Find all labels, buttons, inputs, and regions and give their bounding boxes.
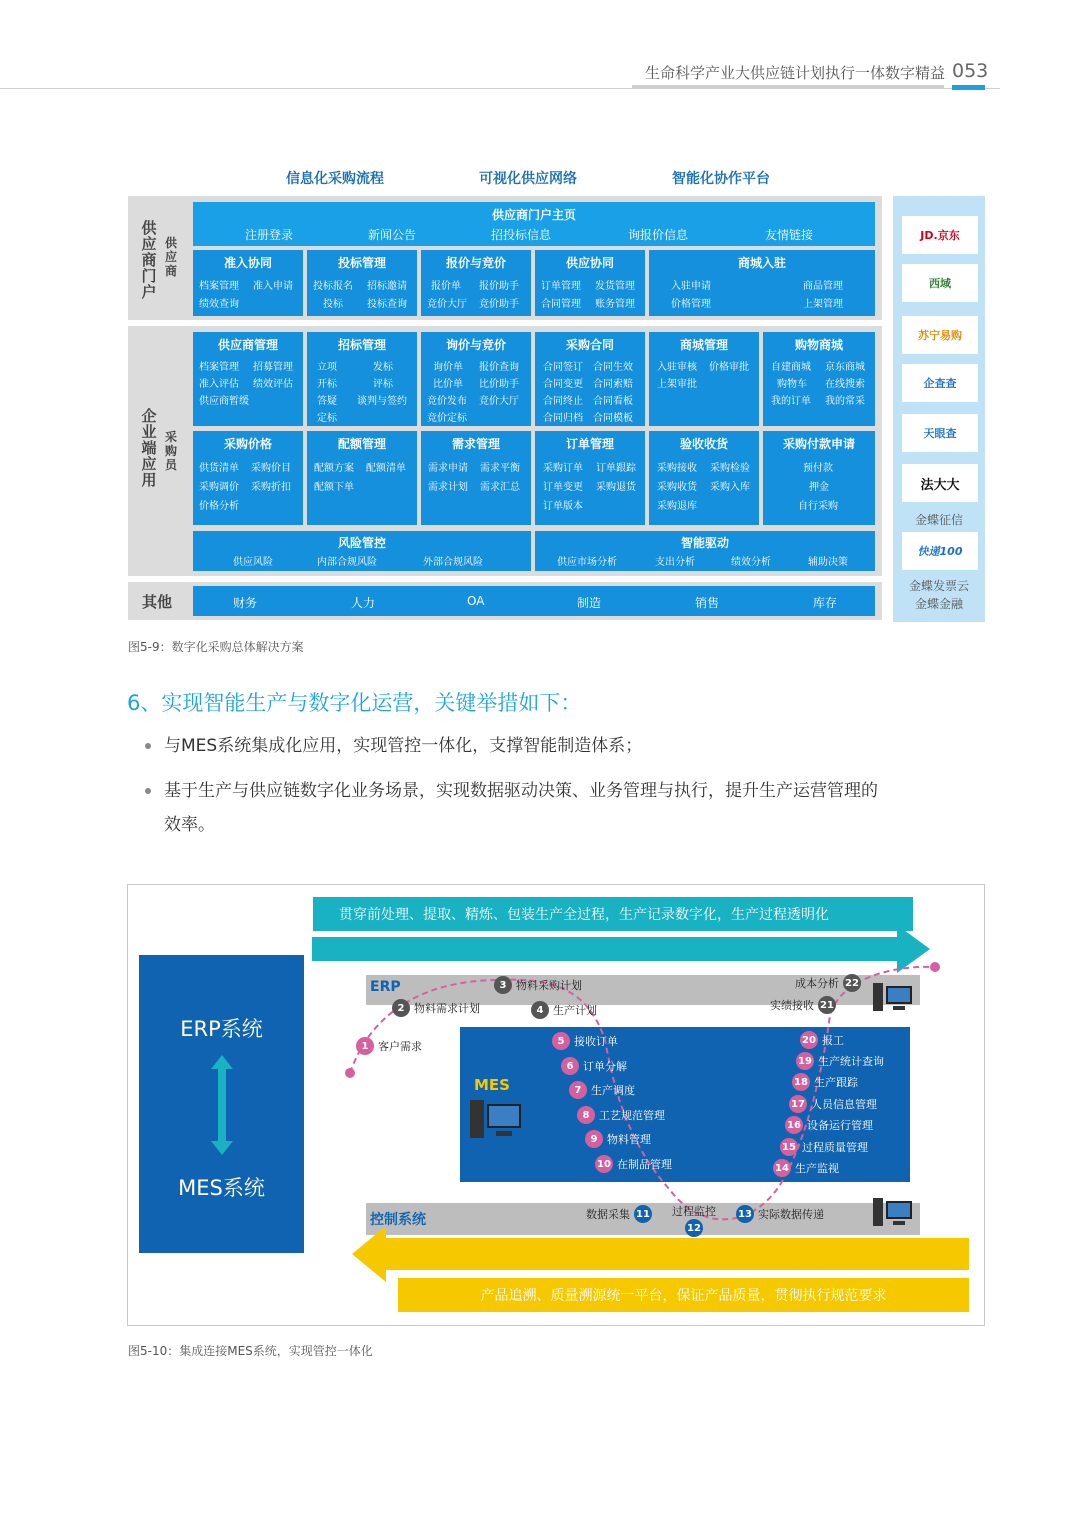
- step-label: 数据采集: [586, 1208, 630, 1221]
- box-item: 档案管理: [199, 362, 239, 373]
- box-item: 需求平衡: [480, 463, 520, 474]
- box-item: 内部合规风险: [317, 557, 377, 568]
- step-number: 9: [585, 1130, 603, 1148]
- flow-step-20: [800, 1031, 844, 1049]
- box-item: 准入申请: [253, 281, 293, 292]
- box-item: 报价查询: [479, 362, 519, 373]
- erp-system-label: ERP系统: [180, 1017, 263, 1041]
- step-label: 报工: [822, 1034, 844, 1047]
- flow-step-11: [586, 1205, 652, 1223]
- box-item: 入驻申请: [671, 281, 711, 292]
- box-title: 采购付款申请: [782, 437, 855, 451]
- step-number: 15: [780, 1138, 798, 1156]
- box-title: 招标管理: [337, 338, 386, 352]
- box-item: 采购入库: [710, 482, 750, 493]
- step-number: 10: [595, 1155, 613, 1173]
- page-number: 053: [952, 60, 989, 82]
- step-number: 5: [552, 1032, 570, 1050]
- banner-item-links[interactable]: 友情链接: [765, 228, 814, 242]
- flow-step-16: [785, 1116, 873, 1134]
- box-item: 合同看板: [593, 396, 633, 407]
- box-title: 验收收货: [679, 437, 728, 451]
- box-mall-management[interactable]: [649, 332, 759, 426]
- other-item-hr[interactable]: 人力: [351, 596, 376, 610]
- bullet-dot: [145, 743, 151, 749]
- box-title: 供应协同: [565, 256, 614, 270]
- box-item: 上架管理: [803, 299, 843, 310]
- section-heading: 6、实现智能生产与数字化运营，关键举措如下：: [127, 691, 582, 715]
- box-title: 投标管理: [337, 256, 386, 270]
- box-item: 竞价定标: [427, 413, 467, 424]
- other-label: 其他: [142, 593, 173, 611]
- box-item: 订单变更: [543, 482, 583, 493]
- step-number: 14: [773, 1159, 791, 1177]
- box-item: 自行采购: [798, 501, 838, 512]
- box-item: 我的订单: [771, 396, 811, 407]
- box-item: 发标: [373, 362, 393, 373]
- box-item: 比价助手: [479, 379, 519, 390]
- box-item: 合同索赔: [593, 379, 633, 390]
- kingdee-credit-text: 金蝶征信: [914, 513, 963, 527]
- step-label: 成本分析: [795, 977, 839, 990]
- box-item: 绩效分析: [731, 557, 771, 568]
- box-item: 配额清单: [366, 463, 406, 474]
- step-label: 订单分解: [583, 1060, 627, 1073]
- box-item: 竞价大厅: [427, 299, 467, 310]
- box-item: 配额下单: [314, 482, 354, 493]
- box-item: 订单跟踪: [596, 463, 636, 474]
- step-number: 16: [785, 1116, 803, 1134]
- bullet-data-driven-cont: 效率。: [164, 815, 215, 835]
- kuaidi100-logo[interactable]: 快递100: [902, 532, 978, 570]
- step-number: 7: [569, 1081, 587, 1099]
- step-number: 4: [531, 1001, 549, 1019]
- left-arrow-icon: [352, 1226, 970, 1282]
- box-title: 风险管控: [337, 536, 386, 550]
- mes-system-label: MES系统: [178, 1176, 265, 1200]
- step-number: 1: [356, 1037, 374, 1055]
- kingdee-finance-text: 金蝶金融: [914, 597, 963, 611]
- box-item: 供货清单: [199, 463, 239, 474]
- control-system-label: 控制系统: [370, 1212, 426, 1228]
- box-receiving[interactable]: [649, 431, 759, 525]
- fadada-logo[interactable]: 法大大: [902, 464, 978, 502]
- box-item: 竞价发布: [427, 396, 467, 407]
- box-item: 供应市场分析: [557, 557, 617, 568]
- box-item: 外部合规风险: [423, 557, 483, 568]
- header-title-underline: [632, 85, 944, 89]
- box-demand-management[interactable]: [421, 431, 531, 525]
- other-item-finance[interactable]: 财务: [233, 596, 258, 610]
- flow-step-1: [356, 1037, 422, 1055]
- box-title: 采购合同: [565, 338, 614, 352]
- banner-item-inquiry-info[interactable]: 询报价信息: [628, 228, 689, 242]
- erp-band-label: ERP: [370, 979, 401, 995]
- flow-step-17: [789, 1095, 877, 1113]
- step-number: 8: [577, 1106, 595, 1124]
- xiyu-logo[interactable]: 西域: [902, 264, 978, 302]
- erp-mes-panel: [139, 955, 304, 1253]
- step-number: 2: [392, 999, 410, 1017]
- box-title: 需求管理: [451, 437, 500, 451]
- box-item: 招募管理: [253, 362, 293, 373]
- box-item: 商品管理: [803, 281, 843, 292]
- heading-info-procurement: 信息化采购流程: [286, 171, 384, 187]
- box-item: 竞价大厅: [479, 396, 519, 407]
- box-supply-collab[interactable]: [535, 250, 645, 316]
- box-item: 报价单: [431, 281, 461, 292]
- step-number: 17: [789, 1095, 807, 1113]
- box-item: 采购收货: [657, 482, 697, 493]
- purchaser-sub-label: 采购员: [164, 430, 177, 472]
- box-bid-management[interactable]: [307, 250, 417, 316]
- step-number: 12: [685, 1219, 703, 1237]
- mes-band-label: MES: [474, 1076, 510, 1094]
- box-item: 报价助手: [479, 281, 519, 292]
- step-number: 19: [796, 1052, 814, 1070]
- step-number: 21: [818, 996, 836, 1014]
- figure-5-10-caption: 图5-10：集成连接MES系统，实现管控一体化: [128, 1344, 373, 1358]
- step-number: 18: [792, 1073, 810, 1091]
- box-title: 询价与竞价: [445, 338, 506, 352]
- box-item: 招标邀请: [367, 281, 407, 292]
- box-item: 价格审批: [709, 362, 749, 373]
- box-item: 上架审批: [657, 379, 697, 390]
- box-item: 投标: [323, 299, 343, 310]
- box-supplier-management[interactable]: [193, 332, 303, 426]
- top-process-banner: 贯穿前处理、提取、精炼、包装生产全过程，生产记录数字化，生产过程透明化: [313, 897, 913, 931]
- box-title: 商城入驻: [737, 256, 786, 270]
- box-item: 采购订单: [543, 463, 583, 474]
- box-purchase-contract[interactable]: [535, 332, 645, 426]
- step-label: 生产跟踪: [814, 1076, 858, 1089]
- step-label: 物料需求计划: [414, 1002, 480, 1015]
- step-number: 11: [634, 1205, 652, 1223]
- step-label: 过程监控: [672, 1205, 716, 1218]
- box-risk-control[interactable]: [193, 531, 531, 571]
- supplier-portal-home-title: 供应商门户主页: [491, 208, 576, 222]
- box-mall-onboarding[interactable]: [649, 250, 875, 316]
- bidirectional-arrow-icon: [211, 1055, 233, 1155]
- box-item: 谈判与签约: [357, 396, 407, 407]
- box-title: 智能驱动: [680, 536, 729, 550]
- box-item: 合同模板: [593, 413, 633, 424]
- box-item: 绩效评估: [253, 379, 293, 390]
- banner-item-bidding-info[interactable]: 招投标信息: [491, 228, 552, 242]
- box-title: 商城管理: [679, 338, 728, 352]
- box-item: 价格分析: [199, 501, 239, 512]
- box-item: 合同变更: [543, 379, 583, 390]
- box-purchase-price[interactable]: [193, 431, 303, 525]
- bullet-mes-integration: 与MES系统集成化应用，实现管控一体化，支撑智能制造体系；: [164, 736, 643, 756]
- box-title: 供应商管理: [217, 338, 278, 352]
- step-label: 生产计划: [553, 1004, 597, 1017]
- box-item: 采购价目: [251, 463, 291, 474]
- jd-logo[interactable]: JD.京东: [902, 216, 978, 254]
- box-item: 供应商暂缓: [199, 396, 249, 407]
- box-item: 采购接收: [657, 463, 697, 474]
- step-number: 22: [843, 974, 861, 992]
- flow-step-21: [770, 996, 836, 1014]
- box-title: 配额管理: [337, 437, 386, 451]
- box-item: 需求申请: [428, 463, 468, 474]
- box-item: 支出分析: [655, 557, 695, 568]
- box-item: 准入评估: [199, 379, 239, 390]
- box-title: 订单管理: [565, 437, 614, 451]
- box-item: 供应风险: [233, 557, 273, 568]
- box-item: 合同签订: [543, 362, 583, 373]
- flow-step-6: [561, 1057, 627, 1075]
- box-item: 发货管理: [595, 281, 635, 292]
- box-item: 配额方案: [314, 463, 354, 474]
- step-label: 物料管理: [607, 1133, 651, 1146]
- flow-step-15: [780, 1138, 868, 1156]
- box-item: 辅助决策: [808, 557, 848, 568]
- box-item: 评标: [373, 379, 393, 390]
- box-item: 购物车: [777, 379, 807, 390]
- box-item: 绩效查询: [199, 299, 239, 310]
- step-label: 在制品管理: [617, 1158, 672, 1171]
- step-label: 实际数据传递: [758, 1208, 824, 1221]
- flow-step-7: [569, 1081, 635, 1099]
- kingdee-invoice-text: 金蝶发票云: [908, 579, 969, 593]
- supplier-portal-banner[interactable]: [193, 202, 875, 246]
- bullet-data-driven: 基于生产与供应链数字化业务场景，实现数据驱动决策、业务管理与执行，提升生产运营管理的: [164, 781, 878, 801]
- step-label: 生产监视: [795, 1162, 839, 1175]
- box-item: 合同归档: [543, 413, 583, 424]
- box-item: 京东商城: [825, 362, 865, 373]
- step-number: 20: [800, 1031, 818, 1049]
- step-number: 3: [494, 976, 512, 994]
- box-quota-management[interactable]: [307, 431, 417, 525]
- flow-step-9: [585, 1130, 651, 1148]
- box-item: 订单版本: [543, 501, 583, 512]
- bottom-process-banner: 产品追溯、质量溯源统一平台，保证产品质量，贯彻执行规范要求: [398, 1278, 969, 1312]
- flow-step-3: [494, 976, 582, 994]
- box-item: 采购退货: [596, 482, 636, 493]
- other-item-inventory[interactable]: 库存: [813, 596, 838, 610]
- box-item: 采购调价: [199, 482, 239, 493]
- box-payment-request[interactable]: [763, 431, 875, 525]
- box-item: 投标报名: [313, 281, 353, 292]
- box-item: 定标: [317, 413, 337, 424]
- box-item: 合同生效: [593, 362, 633, 373]
- box-order-management[interactable]: [535, 431, 645, 525]
- step-label: 实绩接收: [770, 999, 814, 1012]
- box-item: 采购退库: [657, 501, 697, 512]
- figure-5-9-caption: 图5-9：数字化采购总体解决方案: [128, 640, 304, 654]
- step-label: 生产统计查询: [818, 1055, 884, 1068]
- other-item-oa[interactable]: OA: [467, 594, 485, 608]
- step-label: 工艺规范管理: [599, 1109, 665, 1122]
- box-item: 账务管理: [595, 299, 635, 310]
- flow-step-10: [595, 1155, 672, 1173]
- box-item: 答疑: [317, 396, 337, 407]
- banner-item-register[interactable]: 注册登录: [245, 228, 294, 242]
- other-systems-bar: [193, 586, 875, 616]
- step-label: 过程质量管理: [802, 1141, 868, 1154]
- box-item: 投标查询: [367, 299, 407, 310]
- qichacha-logo[interactable]: 企查查: [902, 364, 978, 402]
- flow-step-2: [392, 999, 480, 1017]
- box-quote-auction[interactable]: [421, 250, 531, 316]
- flow-step-22: [795, 974, 861, 992]
- step-number: 6: [561, 1057, 579, 1075]
- tianyancha-logo[interactable]: 天眼查: [902, 414, 978, 452]
- other-item-manufacturing[interactable]: 制造: [577, 596, 602, 610]
- box-item: 自建商城: [771, 362, 811, 373]
- page-number-bar: [952, 85, 985, 90]
- flow-step-19: [796, 1052, 884, 1070]
- box-item: 押金: [809, 482, 829, 493]
- box-inquiry-auction[interactable]: [421, 332, 531, 426]
- box-item: 我的常采: [825, 396, 865, 407]
- box-item: 比价单: [433, 379, 463, 390]
- partner-logo-column: [893, 196, 985, 622]
- box-item: 需求汇总: [480, 482, 520, 493]
- flow-step-14: [773, 1159, 839, 1177]
- suning-logo[interactable]: 苏宁易购: [902, 316, 978, 354]
- box-item: 采购检验: [710, 463, 750, 474]
- step-label: 物料采购计划: [516, 979, 582, 992]
- bullet-dot: [145, 788, 151, 794]
- box-item: 预付款: [803, 463, 833, 474]
- box-item: 订单管理: [541, 281, 581, 292]
- step-number: 13: [736, 1205, 754, 1223]
- box-title: 准入协同: [223, 256, 272, 270]
- flow-step-4: [531, 1001, 597, 1019]
- banner-item-news[interactable]: 新闻公告: [368, 228, 417, 242]
- box-item: 需求计划: [428, 482, 468, 493]
- box-item: 价格管理: [671, 299, 711, 310]
- step-label: 接收订单: [574, 1035, 618, 1048]
- flow-step-5: [552, 1032, 618, 1050]
- box-item: 在线搜索: [825, 379, 865, 390]
- box-item: 立项: [317, 362, 337, 373]
- box-title: 采购价格: [223, 437, 272, 451]
- enterprise-app-label: 企业端应用: [141, 407, 157, 489]
- box-smart-drive[interactable]: [535, 531, 875, 571]
- other-item-sales[interactable]: 销售: [695, 596, 720, 610]
- running-header-title: 生命科学产业大供应链计划执行一体数字精益: [644, 64, 945, 82]
- box-shopping-mall[interactable]: [763, 332, 875, 426]
- supplier-sub-label: 供应商: [164, 236, 177, 278]
- box-item: 合同终止: [543, 396, 583, 407]
- step-label: 人员信息管理: [811, 1098, 877, 1111]
- box-item: 入驻审核: [657, 362, 697, 373]
- heading-visual-network: 可视化供应网络: [479, 171, 577, 187]
- flow-step-8: [577, 1106, 665, 1124]
- box-item: 竞价助手: [479, 299, 519, 310]
- supplier-portal-label: 供应商门户: [141, 219, 157, 301]
- heading-smart-platform: 智能化协作平台: [672, 171, 770, 187]
- box-title: 购物商城: [794, 338, 843, 352]
- flow-step-18: [792, 1073, 858, 1091]
- step-label: 客户需求: [378, 1040, 422, 1053]
- box-tender-management[interactable]: [307, 332, 417, 426]
- box-item: 询价单: [433, 362, 463, 373]
- box-title: 报价与竞价: [445, 256, 506, 270]
- box-item: 开标: [317, 379, 337, 390]
- flow-step-13: [736, 1205, 824, 1223]
- box-item: 档案管理: [199, 281, 239, 292]
- step-label: 设备运行管理: [807, 1119, 873, 1132]
- box-item: 采购折扣: [251, 482, 291, 493]
- box-item: 合同管理: [541, 299, 581, 310]
- step-label: 生产调度: [591, 1084, 635, 1097]
- box-access-collab[interactable]: [193, 250, 303, 316]
